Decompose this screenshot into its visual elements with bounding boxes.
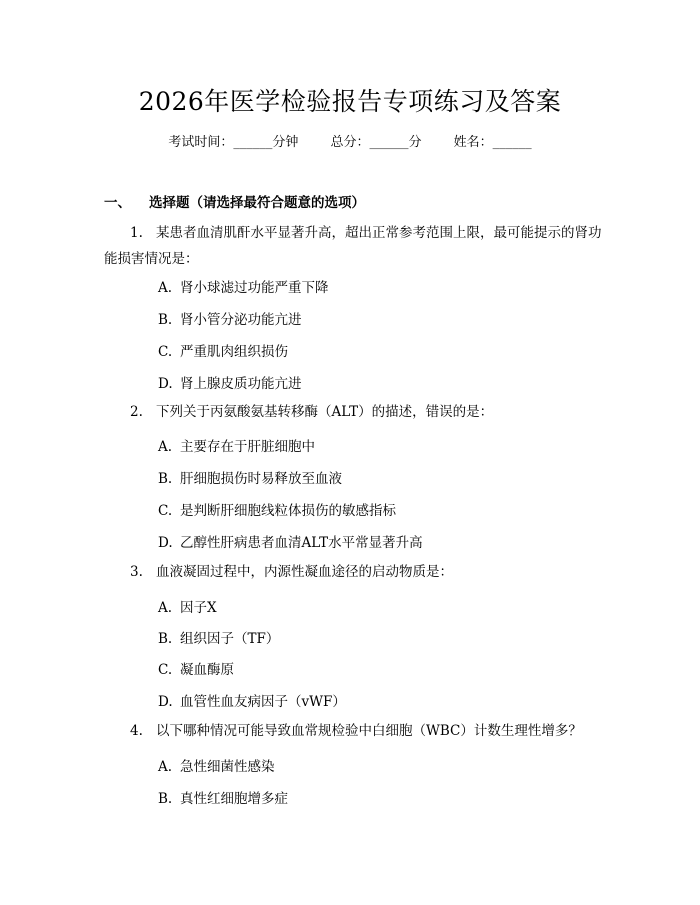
q1-option-a xyxy=(158,276,329,296)
q2-option-d xyxy=(158,531,423,551)
option-text: 肾上腺皮质功能亢进 xyxy=(180,376,302,392)
option-text: 严重肌肉组织损伤 xyxy=(180,344,288,360)
section-heading xyxy=(104,191,365,211)
q1-option-c xyxy=(158,340,288,360)
question-text: 以下哪种情况可能导致血常规检验中白细胞（WBC）计数生理性增多？ xyxy=(156,723,582,739)
question-1 xyxy=(104,220,604,272)
question-2 xyxy=(104,399,604,425)
option-text: 肝细胞损伤时易释放至血液 xyxy=(180,471,342,487)
question-text: 下列关于丙氨酸氨基转移酶（ALT）的描述，错误的是： xyxy=(156,404,494,420)
option-text: 乙醇性肝病患者血清ALT水平常显著升高 xyxy=(180,535,423,551)
section-number: 一、 xyxy=(104,195,131,211)
question-text: 某患者血清肌酐水平显著升高，超出正常参考范围上限，最可能提示的肾功能损害情况是： xyxy=(104,225,602,267)
option-text: 组织因子（TF） xyxy=(180,631,280,647)
question-text: 血液凝固过程中，内源性凝血途径的启动物质是： xyxy=(156,564,453,580)
exam-time: 考试时间：______分钟 xyxy=(168,135,299,150)
option-letter: B. xyxy=(158,631,173,647)
option-text: 是判断肝细胞线粒体损伤的敏感指标 xyxy=(180,503,396,519)
option-letter: D. xyxy=(158,535,173,551)
q3-option-b xyxy=(158,627,279,647)
q3-option-d xyxy=(158,690,346,710)
option-text: 真性红细胞增多症 xyxy=(180,791,288,807)
option-text: 血管性血友病因子（vWF） xyxy=(180,694,346,710)
document-title: 2026年医学检验报告专项练习及答案 xyxy=(138,87,562,116)
q3-option-a xyxy=(158,596,217,616)
option-text: 因子X xyxy=(180,600,217,616)
option-text: 肾小管分泌功能亢进 xyxy=(180,312,302,328)
student-name: 姓名：______ xyxy=(453,135,532,150)
question-4 xyxy=(104,718,604,744)
q4-option-b xyxy=(158,787,288,807)
question-3 xyxy=(104,559,604,585)
q1-option-d xyxy=(158,372,302,392)
option-text: 主要存在于肝脏细胞中 xyxy=(180,439,315,455)
question-number: 1. xyxy=(130,225,143,241)
q2-option-a xyxy=(158,435,315,455)
exam-meta xyxy=(0,131,700,150)
question-number: 4. xyxy=(130,723,143,739)
question-number: 2. xyxy=(130,404,143,420)
option-letter: D. xyxy=(158,376,173,392)
question-number: 3. xyxy=(130,564,143,580)
option-letter: A. xyxy=(158,439,173,455)
q2-option-b xyxy=(158,467,342,487)
q1-option-b xyxy=(158,308,302,328)
option-letter: D. xyxy=(158,694,173,710)
total-score: 总分：______分 xyxy=(330,135,422,150)
option-letter: C. xyxy=(158,344,173,360)
q2-option-c xyxy=(158,499,396,519)
q4-option-a xyxy=(158,755,275,775)
option-letter: B. xyxy=(158,791,173,807)
option-letter: A. xyxy=(158,759,173,775)
option-letter: A. xyxy=(158,600,173,616)
option-letter: C. xyxy=(158,503,173,519)
option-letter: A. xyxy=(158,280,173,296)
option-text: 凝血酶原 xyxy=(180,662,234,678)
option-letter: C. xyxy=(158,662,173,678)
section-title: 选择题（请选择最符合题意的选项） xyxy=(149,195,365,211)
option-text: 肾小球滤过功能严重下降 xyxy=(180,280,329,296)
q3-option-c xyxy=(158,658,234,678)
option-letter: B. xyxy=(158,312,173,328)
option-letter: B. xyxy=(158,471,173,487)
option-text: 急性细菌性感染 xyxy=(180,759,275,775)
